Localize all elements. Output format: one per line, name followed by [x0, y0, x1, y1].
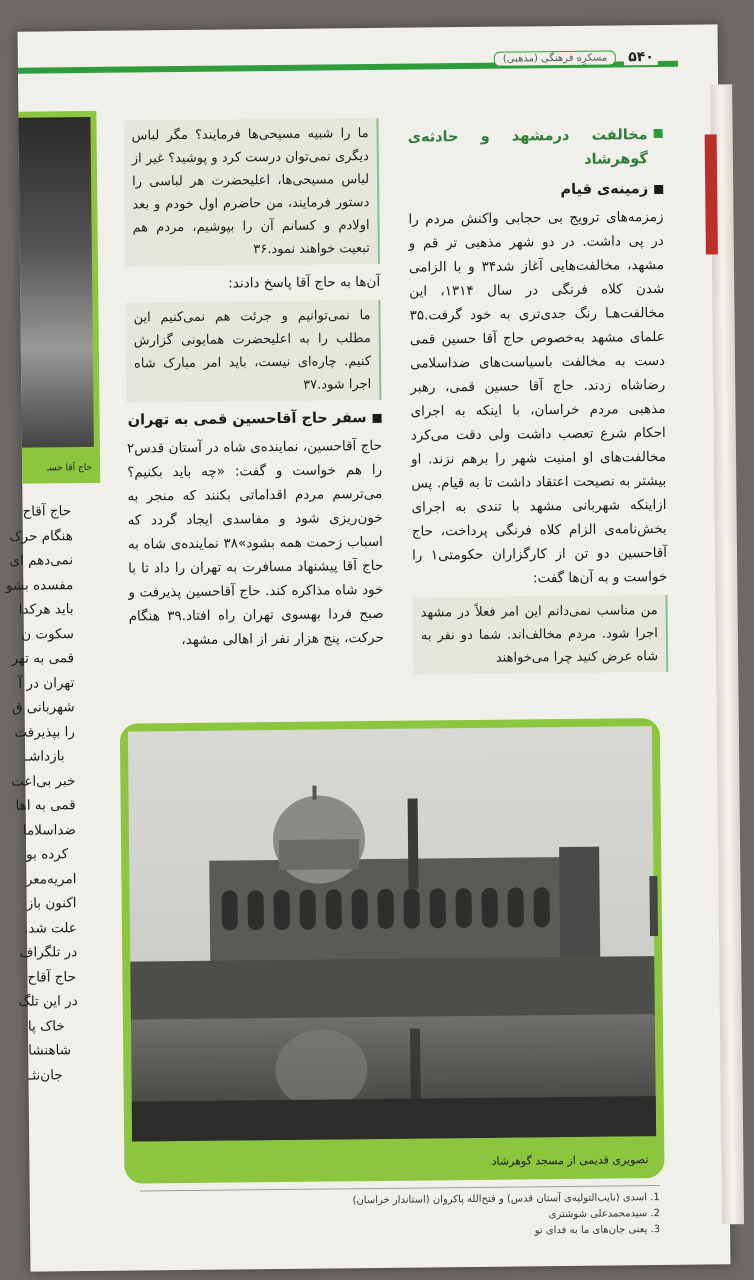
left-column-line: حاج آقاح — [27, 968, 77, 986]
portrait-caption: حاج آقا حسـ — [46, 462, 93, 474]
left-column-line: هنگام حرک — [9, 527, 73, 545]
left-column-line: قمی به تهر — [11, 650, 75, 667]
body-paragraph: حاج آقاحسین، نماینده‌ی شاه در آستان قدس۲ را هم خواست و گفت: «چه باید بکنیم؟ می‌ترسم مردم اقداماتی بکنند که منجر به خون‌ریزی شود و مفاسدی ایجاد گردد که اسباب زحمت همه بشود»۳۸ نماینده‌ی شاه به حاج آقا پیشنهاد مسافرت به تهران را داد تا با خود شاه مذاکره کند. حاج آقاحسین پذیرفت و صبح فردا بهسوی تهران راه افتاد.۳۹ هنگام حرکت، پنج هزار نفر از اهالی مشهد، — [126, 437, 384, 649]
section-heading: مخالفت درمشهد و حادثه‌ی گوهرشاد — [408, 123, 663, 174]
left-column-line: شهربانی ق — [11, 699, 75, 716]
left-column-line: مفسده بشو — [5, 576, 74, 594]
page-number: ۵۴۰ — [624, 49, 658, 65]
left-column-line: کرده بو — [26, 846, 69, 863]
footnote: 1. اسدی (نایب‌التولیه‌ی آستان قدس) و فتح‌الله پاکروان (استاندار خراسان) — [352, 1192, 660, 1207]
left-column-line: در تلگراف — [19, 944, 78, 961]
heading-bullet-icon — [654, 129, 663, 138]
section-label: مسکرِه فرهنگی (مذهبی) — [494, 50, 617, 66]
left-column-line: را بپذیرفت — [14, 723, 75, 741]
left-column-fragment — [5, 499, 78, 1087]
quote-block: ما را شبیه مسیحی‌ها فرمایند؟ مگر لباس دیگری نمی‌توان درست کرد و پوشید؟ غیر از لباس مسیحی‌ها، اعلیحضرت هر لباسی را دستور فرمایند، من حاضرم اول خودم و بعد اولادم و کسانم آن را بپوشیم، مردم هم تبعیت خواهند نمود.۳۶ — [123, 118, 380, 267]
left-column-line: نمی‌دهم ای — [9, 552, 74, 569]
footnotes — [140, 1185, 661, 1243]
left-column-line: جان‌نثـ — [28, 1066, 63, 1084]
subheading-bullet-icon — [654, 184, 663, 193]
left-column-line: تهران در آ — [18, 674, 75, 692]
left-column-line: امریه‌معر — [25, 870, 77, 888]
portrait-image — [18, 117, 93, 448]
book-page — [5, 24, 731, 1271]
mosque-photo-frame — [120, 718, 665, 1184]
quote-intro: آن‌ها به حاج آقا پاسخ دادند: — [228, 273, 381, 292]
page-edge — [710, 84, 744, 1224]
portrait-photo — [18, 111, 100, 484]
subheading-bullet-icon — [373, 413, 382, 422]
middle-column — [123, 118, 384, 653]
footnote: 3. یعنی جان‌های ما به فدای تو — [534, 1224, 661, 1237]
left-column-line: بازداشـ — [25, 748, 65, 765]
left-column-line: در این تلگ — [18, 993, 78, 1010]
photo-caption: تصویری قدیمی از مسجد گوهرشاد — [491, 1153, 649, 1168]
left-column-line: ضداسلاما — [22, 821, 76, 839]
mosque-image — [128, 726, 656, 1141]
left-column-line: خاک پا — [27, 1017, 65, 1035]
right-column — [408, 123, 669, 681]
left-column-line: علت شد. — [24, 919, 77, 937]
quote-block: من مناسب نمی‌دانم این امر فعلاً در مشهد اجرا شود. مردم مخالف‌اند. شما دو نفر به شاه عرض کنید چرا می‌خواهند — [412, 595, 668, 675]
quote-block: ما نمی‌توانیم و جرئت هم نمی‌کنیم این مطلب را به اعلیحضرت همایونی گزارش کنیم. چاره‌ای نیست، باید امر مبارک شاه اجرا شود.۳۷ — [125, 300, 381, 403]
left-column-line: سکوت ن — [21, 625, 74, 643]
subheading: زمینه‌ی قیام — [408, 177, 663, 204]
subheading: سفر حاج آقاحسین قمی به تهران — [126, 406, 381, 433]
body-paragraph: زمزمه‌های ترویج بی حجابی واکنش مردم را در پی داشت. در دو شهر مذهبی تر قم و مشهد، مخالفت‌هایی آغاز شد۳۴ و با الزامی شدن کلاه فرنگی در سال ۱۳۱۴، این مخالفت‌هـا رنگ جدی‌تری به خود گرفت.۳۵ علمای مشهد به‌خصوص حاج آقا حسین قمی دست به مخالفت باسیاست‌های ضداسلامی رضاشاه زدند. حاج آقا حسین قمی، رهبر مذهبی مردم خراسان، با اینکه به اجرای احکام شرع تعصب داشت ولی دقت می‌کرد مخالفت‌های او امنیت شهر را برهم نزند. او بیشتر به نصیحت اعتقاد داشت تا به قیام. پس ازاینکه شهربانی مشهد با تندی به اجرای بخش‌نامه‌ی الزام کلاه فرنگی پرداخت، حاج آقاحسین دو تن از کارگزاران حکومتی۱ را خواست و به آن‌ها گفت: — [408, 208, 668, 587]
page-header — [494, 49, 658, 67]
footnote: 2. سیدمحمدعلی شوشتری — [548, 1208, 660, 1221]
left-column-line: باید هرکدا — [18, 601, 74, 618]
left-column-line: حاج آقاح — [22, 503, 72, 520]
left-column-line: خبر بی‌اعت — [11, 772, 76, 790]
left-column-line: اکنون باز — [26, 895, 77, 912]
page-tab-marker — [705, 134, 718, 254]
mosque-photo — [128, 726, 656, 1141]
left-column-line: قمی به اها — [15, 797, 76, 814]
left-column-line: شاهنشا — [28, 1042, 72, 1059]
